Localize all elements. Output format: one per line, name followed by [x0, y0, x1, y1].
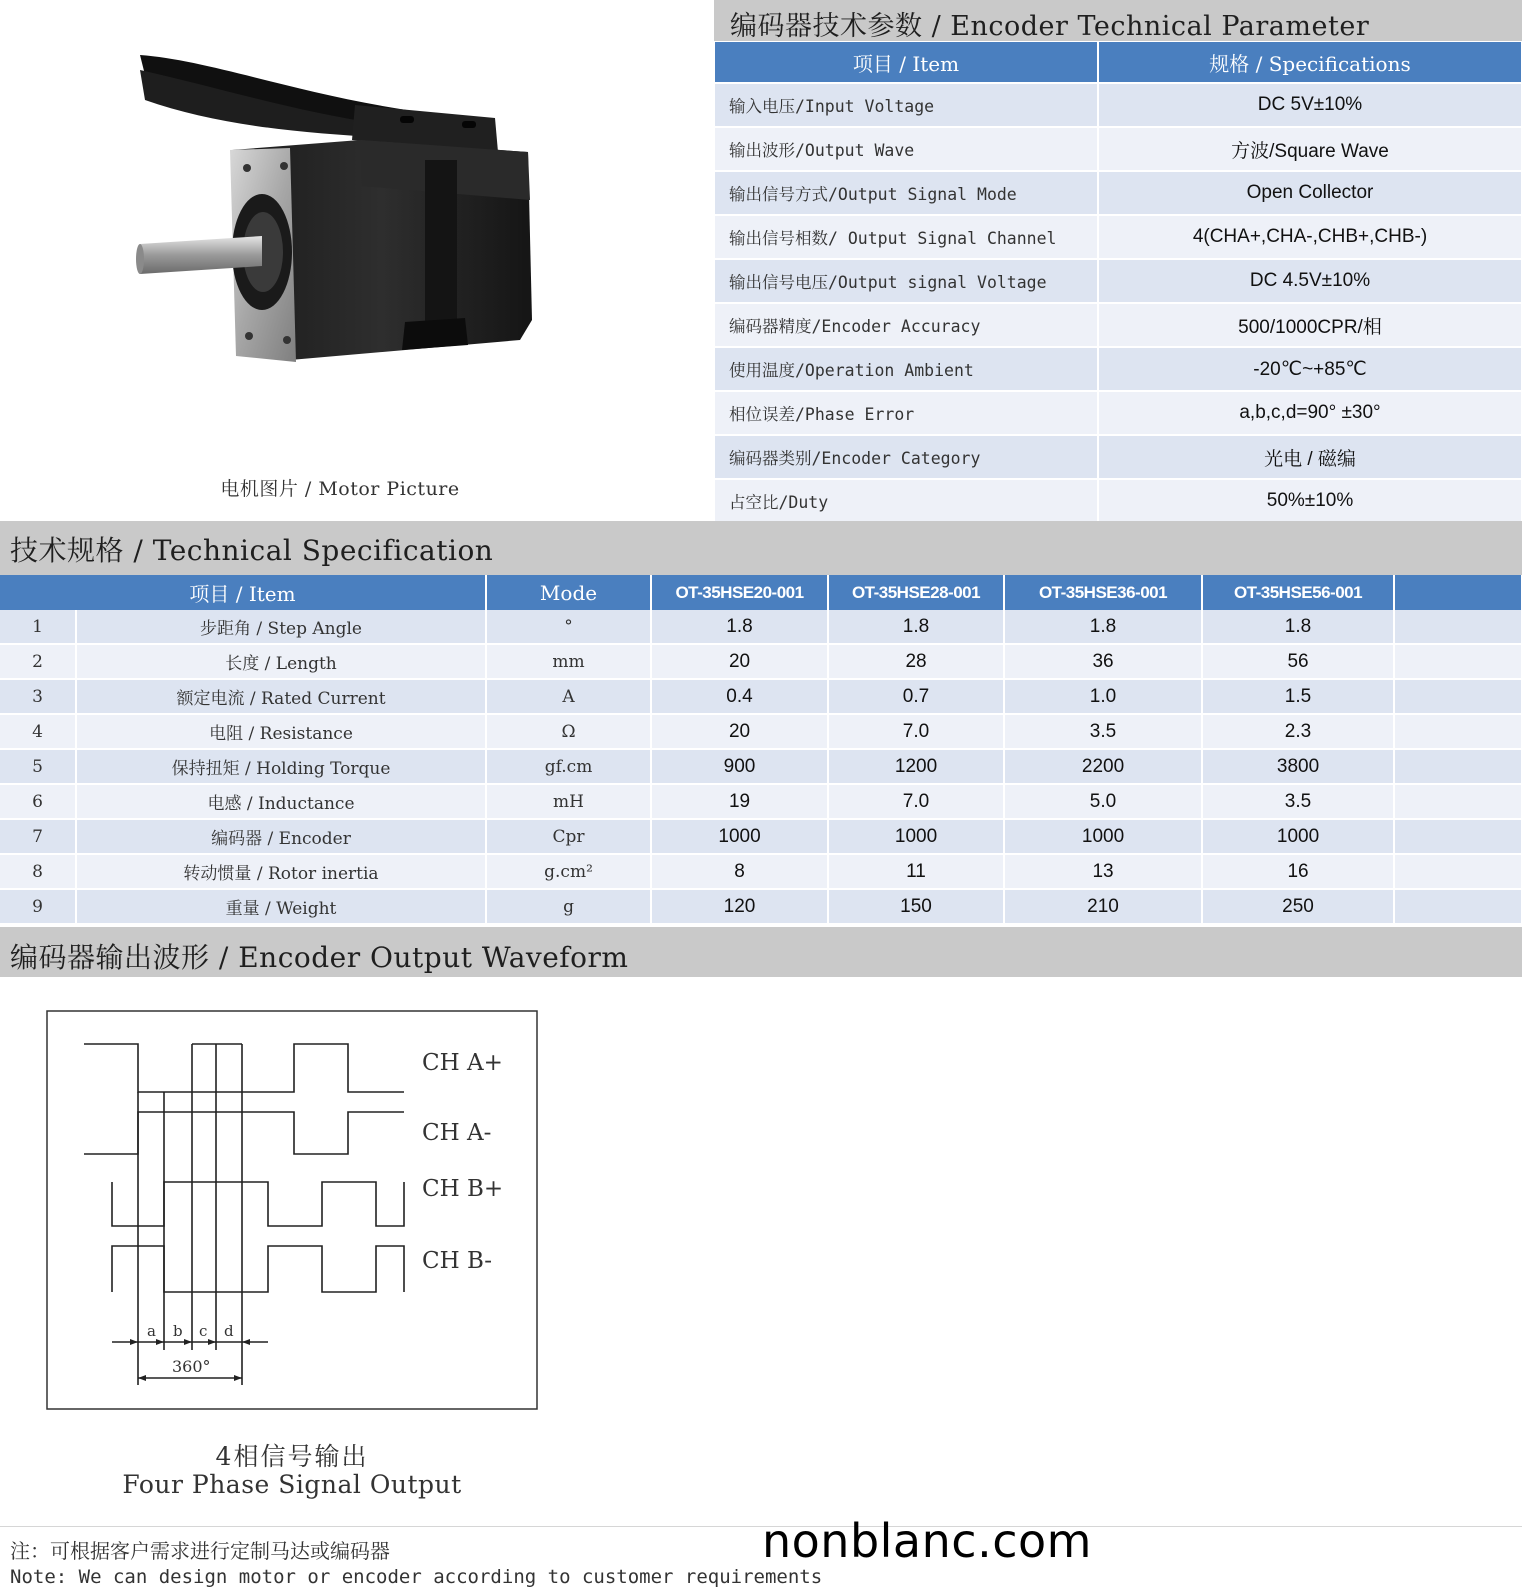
tech-row-value: 11: [828, 854, 1004, 889]
tech-spec-table: [0, 575, 1522, 925]
tech-row-value: 16: [1202, 854, 1394, 889]
phase-label-a: a: [147, 1322, 156, 1340]
tech-row-unit: A: [486, 679, 651, 714]
tech-row-value: 120: [651, 889, 828, 924]
tech-row: [0, 644, 1522, 679]
tech-header-model: OT-35HSE36-001: [1004, 575, 1202, 610]
tech-row-value: 1000: [828, 819, 1004, 854]
encoder-row-spec: a,b,c,d=90° ±30°: [1098, 391, 1522, 435]
tech-row-empty: [1394, 679, 1522, 714]
tech-row-item: 步距角 / Step Angle: [76, 610, 486, 644]
encoder-header-spec: 规格 / Specifications: [1098, 42, 1522, 83]
encoder-row-item: 输出信号方式/Output Signal Mode: [715, 171, 1098, 215]
tech-row-unit: Cpr: [486, 819, 651, 854]
tech-row-value: 56: [1202, 644, 1394, 679]
encoder-row: [715, 127, 1522, 171]
encoder-table-body: [715, 83, 1522, 523]
motor-image: [0, 0, 712, 470]
encoder-row-item: 输出信号电压/Output signal Voltage: [715, 259, 1098, 303]
tech-row-number: 4: [0, 714, 76, 749]
tech-row-unit: mH: [486, 784, 651, 819]
encoder-row: [715, 347, 1522, 391]
encoder-row-spec: -20℃~+85℃: [1098, 347, 1522, 391]
tech-header-model: OT-35HSE20-001: [651, 575, 828, 610]
tech-row-item: 编码器 / Encoder: [76, 819, 486, 854]
tech-row-empty: [1394, 889, 1522, 924]
encoder-row-item: 输出波形/Output Wave: [715, 127, 1098, 171]
waveform-label-ch-a-plus: CH A+: [422, 1050, 503, 1076]
tech-row-value: 5.0: [1004, 784, 1202, 819]
waveform-label-ch-a-minus: CH A-: [422, 1120, 492, 1146]
encoder-row-spec: DC 4.5V±10%: [1098, 259, 1522, 303]
tech-row-value: 13: [1004, 854, 1202, 889]
tech-row-item: 电感 / Inductance: [76, 784, 486, 819]
tech-row-value: 1000: [1004, 819, 1202, 854]
tech-row-item: 保持扭矩 / Holding Torque: [76, 749, 486, 784]
tech-row-value: 2200: [1004, 749, 1202, 784]
tech-table-body: [0, 610, 1522, 924]
phase-label-c: c: [199, 1322, 208, 1340]
tech-row-value: 1.8: [1004, 610, 1202, 644]
tech-row-number: 9: [0, 889, 76, 924]
encoder-row: [715, 303, 1522, 347]
tech-row-value: 20: [651, 644, 828, 679]
tech-row-value: 28: [828, 644, 1004, 679]
tech-row-value: 1200: [828, 749, 1004, 784]
tech-row-number: 5: [0, 749, 76, 784]
encoder-row-spec: 50%±10%: [1098, 479, 1522, 523]
motor-picture-caption: 电机图片 / Motor Picture: [220, 478, 460, 500]
tech-header-item: 项目 / Item: [0, 575, 486, 610]
tech-row-value: 20: [651, 714, 828, 749]
tech-row-number: 3: [0, 679, 76, 714]
tech-row-value: 210: [1004, 889, 1202, 924]
tech-header-model: OT-35HSE56-001: [1202, 575, 1394, 610]
tech-row-value: 3.5: [1004, 714, 1202, 749]
tech-row-item: 电阻 / Resistance: [76, 714, 486, 749]
tech-row: [0, 889, 1522, 924]
period-label: 360°: [172, 1357, 211, 1376]
tech-row-empty: [1394, 854, 1522, 889]
tech-row-value: 1000: [1202, 819, 1394, 854]
tech-row-value: 3800: [1202, 749, 1394, 784]
encoder-row-item: 编码器类别/Encoder Category: [715, 435, 1098, 479]
tech-row-value: 1000: [651, 819, 828, 854]
tech-header-empty: [1394, 575, 1522, 610]
encoder-row-item: 使用温度/Operation Ambient: [715, 347, 1098, 391]
tech-row-value: 150: [828, 889, 1004, 924]
encoder-row: [715, 435, 1522, 479]
encoder-row: [715, 479, 1522, 523]
encoder-row-spec: 方波/Square Wave: [1098, 127, 1522, 171]
tech-row-number: 2: [0, 644, 76, 679]
encoder-row-spec: 光电 / 磁编: [1098, 435, 1522, 479]
tech-row-value: 900: [651, 749, 828, 784]
footer-note-cn: 注：可根据客户需求进行定制马达或编码器: [10, 1539, 390, 1563]
encoder-row: [715, 171, 1522, 215]
encoder-row: [715, 259, 1522, 303]
encoder-row-spec: 4(CHA+,CHA-,CHB+,CHB-): [1098, 215, 1522, 259]
tech-header-model: OT-35HSE28-001: [828, 575, 1004, 610]
waveform-caption-cn: 4相信号输出: [215, 1442, 369, 1471]
tech-row-number: 8: [0, 854, 76, 889]
tech-row-number: 6: [0, 784, 76, 819]
brand-watermark: nonblanc.com: [762, 1514, 1092, 1568]
waveform-caption-en: Four Phase Signal Output: [122, 1470, 462, 1499]
tech-row-empty: [1394, 819, 1522, 854]
tech-row-unit: mm: [486, 644, 651, 679]
tech-row-empty: [1394, 749, 1522, 784]
tech-row-value: 36: [1004, 644, 1202, 679]
encoder-row: [715, 391, 1522, 435]
tech-row-value: 250: [1202, 889, 1394, 924]
tech-row-item: 额定电流 / Rated Current: [76, 679, 486, 714]
motor-picture-panel: [0, 0, 712, 520]
encoder-row-item: 编码器精度/Encoder Accuracy: [715, 303, 1098, 347]
encoder-header-item: 项目 / Item: [715, 42, 1098, 83]
footer-divider: [0, 1526, 1522, 1527]
tech-row-value: 1.8: [828, 610, 1004, 644]
tech-row-value: 8: [651, 854, 828, 889]
tech-row: [0, 749, 1522, 784]
waveform-label-ch-b-minus: CH B-: [422, 1248, 493, 1274]
tech-row: [0, 610, 1522, 644]
tech-row-item: 重量 / Weight: [76, 889, 486, 924]
tech-row-value: 0.7: [828, 679, 1004, 714]
tech-row-number: 7: [0, 819, 76, 854]
tech-row-value: 1.0: [1004, 679, 1202, 714]
phase-label-d: d: [224, 1322, 234, 1340]
tech-row-unit: Ω: [486, 714, 651, 749]
tech-section-title: 技术规格 / Technical Specification: [10, 534, 494, 567]
tech-row-value: 1.8: [1202, 610, 1394, 644]
tech-row-value: 3.5: [1202, 784, 1394, 819]
footer-note-en: Note: We can design motor or encoder according to customer requirements: [10, 1566, 823, 1588]
waveform-label-ch-b-plus: CH B+: [422, 1176, 504, 1202]
encoder-section-title: 编码器技术参数 / Encoder Technical Parameter: [730, 11, 1370, 42]
tech-row: [0, 854, 1522, 889]
encoder-row-spec: 500/1000CPR/相: [1098, 303, 1522, 347]
tech-header-mode: Mode: [486, 575, 651, 610]
tech-row-item: 长度 / Length: [76, 644, 486, 679]
tech-row-value: 1.8: [651, 610, 828, 644]
encoder-row-item: 占空比/Duty: [715, 479, 1098, 523]
tech-row-number: 1: [0, 610, 76, 644]
tech-row: [0, 819, 1522, 854]
encoder-row-item: 输出信号相数/ Output Signal Channel: [715, 215, 1098, 259]
tech-row-value: 19: [651, 784, 828, 819]
tech-row-empty: [1394, 644, 1522, 679]
tech-row-value: 1.5: [1202, 679, 1394, 714]
waveform-diagram: [46, 1010, 538, 1410]
tech-row-unit: g.cm²: [486, 854, 651, 889]
tech-row: [0, 784, 1522, 819]
encoder-row: [715, 83, 1522, 127]
phase-label-b: b: [173, 1322, 183, 1340]
encoder-row-spec: Open Collector: [1098, 171, 1522, 215]
tech-row-empty: [1394, 610, 1522, 644]
tech-row-value: 7.0: [828, 784, 1004, 819]
encoder-row-item: 相位误差/Phase Error: [715, 391, 1098, 435]
tech-row: [0, 679, 1522, 714]
tech-row-unit: gf.cm: [486, 749, 651, 784]
tech-row-value: 0.4: [651, 679, 828, 714]
encoder-row-item: 输入电压/Input Voltage: [715, 83, 1098, 127]
tech-row-unit: g: [486, 889, 651, 924]
encoder-row: [715, 215, 1522, 259]
waveform-section-title: 编码器输出波形 / Encoder Output Waveform: [10, 941, 629, 974]
encoder-parameter-table: [715, 42, 1522, 524]
tech-row-empty: [1394, 714, 1522, 749]
encoder-row-spec: DC 5V±10%: [1098, 83, 1522, 127]
tech-row-unit: °: [486, 610, 651, 644]
tech-row-value: 7.0: [828, 714, 1004, 749]
tech-row: [0, 714, 1522, 749]
tech-row-item: 转动惯量 / Rotor inertia: [76, 854, 486, 889]
tech-row-empty: [1394, 784, 1522, 819]
tech-row-value: 2.3: [1202, 714, 1394, 749]
